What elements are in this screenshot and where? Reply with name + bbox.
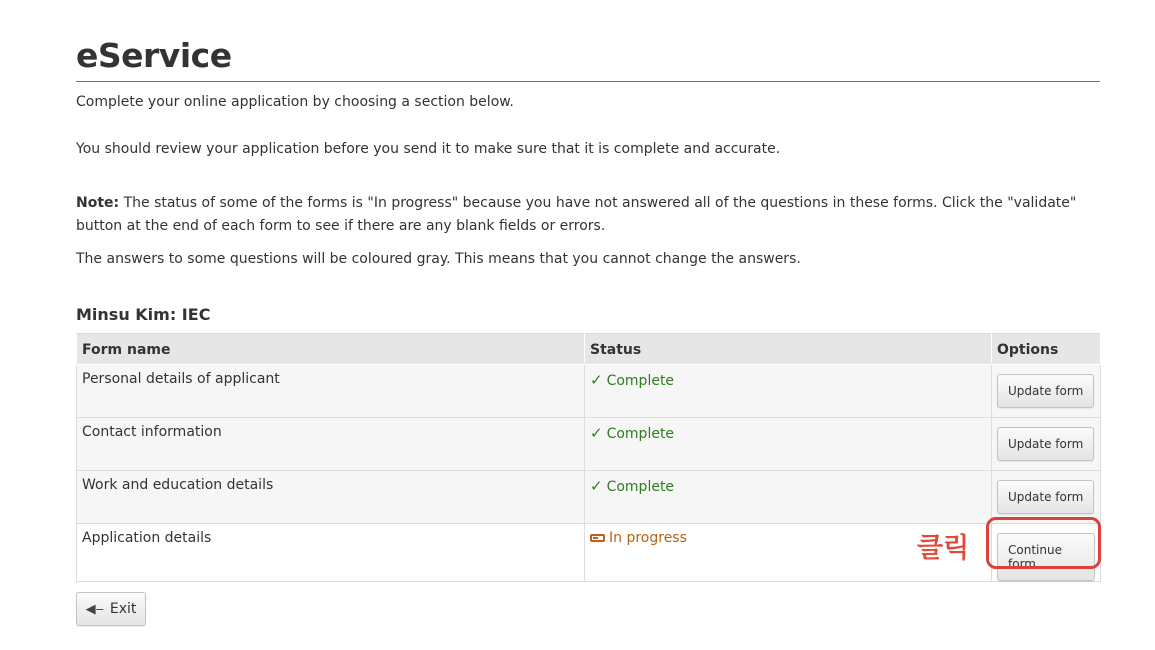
options-cell [992,365,1101,418]
table-row [77,365,1101,418]
exit-label: Exit [109,601,137,617]
form-name-cell: Contact information [77,418,585,471]
review-text: You should review your application before you send it to make sure that it is complete and accurate. [76,141,781,157]
applicant-heading: Minsu Kim: IEC [76,305,211,324]
update-form-button[interactable]: Update form [997,374,1094,408]
continue-form-button[interactable]: Continue form [997,533,1095,581]
form-name-cell: Work and education details [77,471,585,524]
status-label: In progress [609,530,687,546]
status-label: Complete [606,373,675,389]
status-cell [585,418,992,471]
header-form-name: Form name [77,334,585,365]
note-text: The status of some of the forms is "In progress" because you have not answered all of the questions in these forms. Click the "validate" button at the end of each form to see if there are any blank fields or errors. [76,195,1077,234]
click-highlight-box [986,517,1101,569]
update-form-button[interactable]: Update form [997,427,1094,461]
status-label: Complete [606,479,675,495]
progress-bar-icon [590,534,605,542]
main-content [76,0,1100,582]
form-name-cell: Application details [77,524,585,582]
table-row [77,471,1101,524]
table-header-row [77,334,1101,365]
options-cell [992,471,1101,524]
page-title: eService [76,0,1100,82]
options-cell [992,418,1101,471]
click-annotation-label: 클릭 [917,533,970,564]
status-cell [585,471,992,524]
check-icon: ✓ [590,424,603,442]
status-cell [585,365,992,418]
intro-text: Complete your online application by choosing a section below. [76,94,514,110]
note-label: Note: [76,195,120,211]
check-icon: ✓ [590,371,603,389]
left-arrow-icon: ◀‒ [85,601,104,617]
status-label: Complete [606,426,675,442]
check-icon: ✓ [590,477,603,495]
gray-note-text: The answers to some questions will be coloured gray. This means that you cannot change the answers. [76,251,801,267]
note-paragraph [76,192,1100,238]
form-name-cell: Personal details of applicant [77,365,585,418]
header-status: Status [585,334,992,365]
table-row [77,418,1101,471]
update-form-button[interactable]: Update form [997,480,1094,514]
header-options: Options [992,334,1101,365]
exit-button[interactable] [76,592,146,626]
